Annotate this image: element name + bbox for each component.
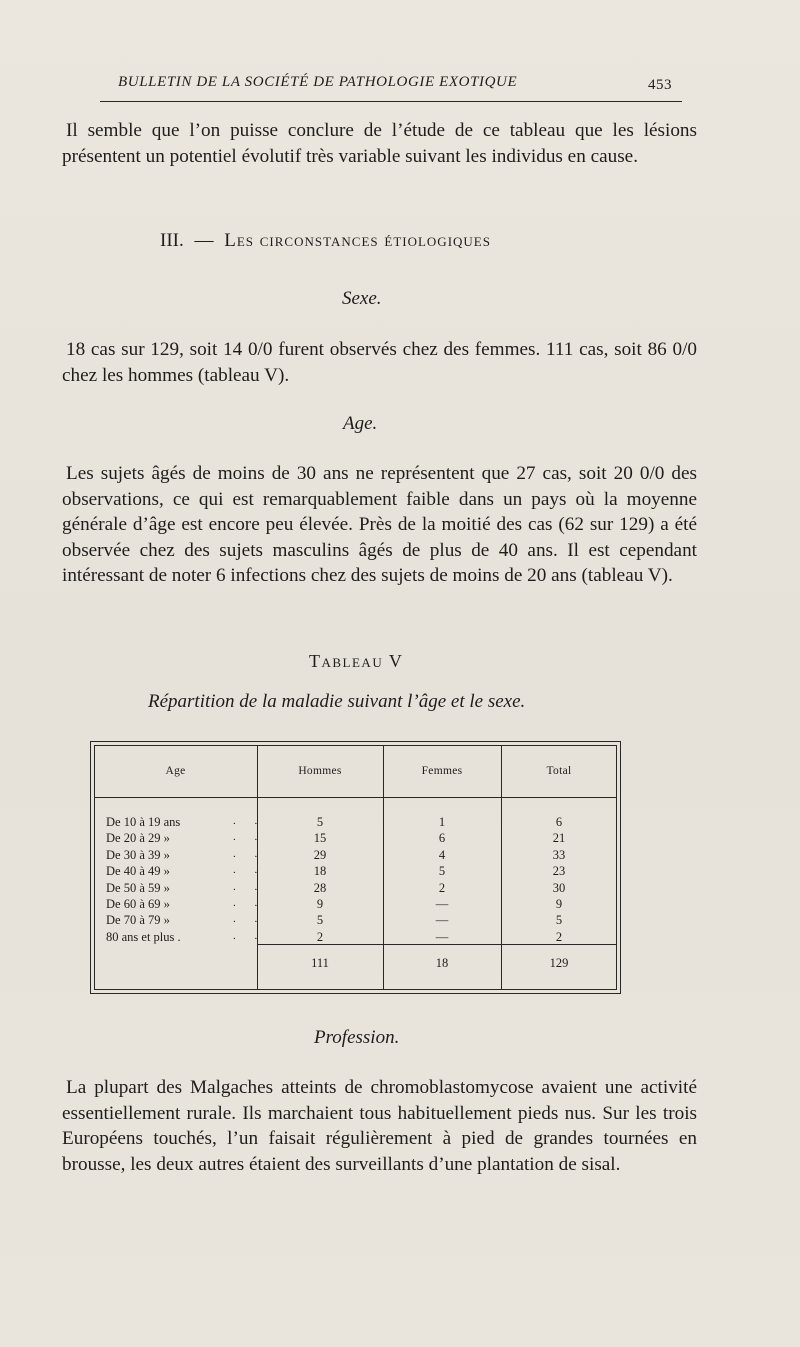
table-row xyxy=(94,815,617,831)
table-row xyxy=(94,864,617,880)
cell-femmes: — xyxy=(435,929,449,944)
subheading-age: Age. xyxy=(343,413,378,434)
table-body xyxy=(94,815,617,946)
cell-femmes: — xyxy=(435,896,449,911)
total-femmes: 18 xyxy=(435,956,449,970)
table-caption: Répartition de la maladie suivant l’âge et le sexe. xyxy=(148,691,526,712)
total-hommes: 111 xyxy=(311,956,329,970)
cell-femmes: — xyxy=(435,913,449,928)
cell-leader-dots: . . xyxy=(233,913,266,926)
cell-age: 80 ans et plus . xyxy=(106,929,181,944)
section-numeral: III. xyxy=(160,230,184,251)
cell-age: De 50 à 59 » xyxy=(106,880,170,895)
cell-hommes: 5 xyxy=(316,815,324,829)
cell-leader-dots: . . xyxy=(233,815,266,827)
table-header-total: Total xyxy=(546,765,572,777)
cell-leader-dots: . . xyxy=(233,847,266,860)
cell-age: De 30 à 39 » xyxy=(106,847,170,862)
table-header-age: Age xyxy=(165,765,186,777)
cell-hommes: 18 xyxy=(313,864,327,879)
profession-paragraph: La plupart des Malgaches atteints de chromoblastomycose avaient une activité essentiellement rurale. Ils marchaient tous habituellement pieds nus. Sur les trois Européens touchés, l’un faisait régulièrement à pied de grandes tournées en brousse, les deux autres étaient des surveillants d’une plantation de sisal. xyxy=(62,1077,697,1175)
cell-total: 6 xyxy=(555,815,563,829)
cell-femmes: 2 xyxy=(438,880,446,895)
cell-femmes: 4 xyxy=(438,847,446,862)
age-paragraph: Les sujets âgés de moins de 30 ans ne représentent que 27 cas, soit 20 0/0 des observations, ce qui est remarquablement faible dans un pays où la moyenne générale d’âge est encore peu élevée. Près de la moitié des cas (62 sur 129) a été observée chez des sujets masculins âgés de plus de 40 ans. Il est cependant intéressant de noter 6 infections chez des sujets de moins de 20 ans (tableau V). xyxy=(62,463,697,586)
cell-hommes: 28 xyxy=(313,880,327,895)
cell-leader-dots: . . xyxy=(233,929,266,942)
cell-total: 23 xyxy=(552,864,566,879)
section-title: Les circonstances étiologiques xyxy=(224,230,491,251)
cell-hommes: 2 xyxy=(316,929,324,944)
cell-femmes: 5 xyxy=(438,864,446,879)
cell-total: 9 xyxy=(555,896,563,911)
cell-total: 5 xyxy=(555,913,563,928)
intro-paragraph: Il semble que l’on puisse conclure de l’étude de ce tableau que les lésions présentent un potentiel évolutif très variable suivant les individus en cause. xyxy=(62,120,697,167)
subheading-profession: Profession. xyxy=(314,1027,400,1048)
cell-age: De 60 à 69 » xyxy=(106,896,170,911)
sexe-paragraph: 18 cas sur 129, soit 14 0/0 furent observés chez des femmes. 111 cas, soit 86 0/0 chez les hommes (tableau V). xyxy=(62,339,697,386)
section-heading xyxy=(160,230,491,252)
table-header-femmes: Femmes xyxy=(421,765,463,777)
cell-age: De 70 à 79 » xyxy=(106,913,170,928)
table-row xyxy=(94,913,617,929)
header-rule xyxy=(100,101,682,102)
cell-age: De 20 à 29 » xyxy=(106,831,170,846)
cell-hommes: 15 xyxy=(313,831,327,846)
subheading-sexe: Sexe. xyxy=(342,288,382,309)
cell-femmes: 1 xyxy=(438,815,446,829)
table-row xyxy=(94,897,617,913)
cell-age: De 10 à 19 ans xyxy=(106,815,181,829)
cell-hommes: 9 xyxy=(316,896,324,911)
table-title: Tableau V xyxy=(309,651,404,671)
total-total: 129 xyxy=(549,956,569,970)
cell-leader-dots: . . xyxy=(233,896,266,909)
section-dash: — xyxy=(194,230,214,251)
cell-age: De 40 à 49 » xyxy=(106,864,170,879)
running-header: BULLETIN DE LA SOCIÉTÉ DE PATHOLOGIE EXOTIQUE xyxy=(118,74,518,90)
table-row xyxy=(94,881,617,897)
cell-total: 21 xyxy=(552,831,566,846)
cell-leader-dots: . . xyxy=(233,831,266,844)
table-row xyxy=(94,848,617,864)
table-header-hommes: Hommes xyxy=(298,765,342,777)
table-header-rule xyxy=(94,797,617,798)
table-row xyxy=(94,831,617,847)
cell-hommes: 29 xyxy=(313,847,327,862)
table-row xyxy=(94,930,617,946)
cell-femmes: 6 xyxy=(438,831,446,846)
cell-leader-dots: . . xyxy=(233,864,266,877)
cell-total: 2 xyxy=(555,929,563,944)
cell-total: 33 xyxy=(552,847,566,862)
cell-hommes: 5 xyxy=(316,913,324,928)
cell-leader-dots: . . xyxy=(233,880,266,893)
page-number: 453 xyxy=(648,77,672,93)
cell-total: 30 xyxy=(552,880,566,895)
